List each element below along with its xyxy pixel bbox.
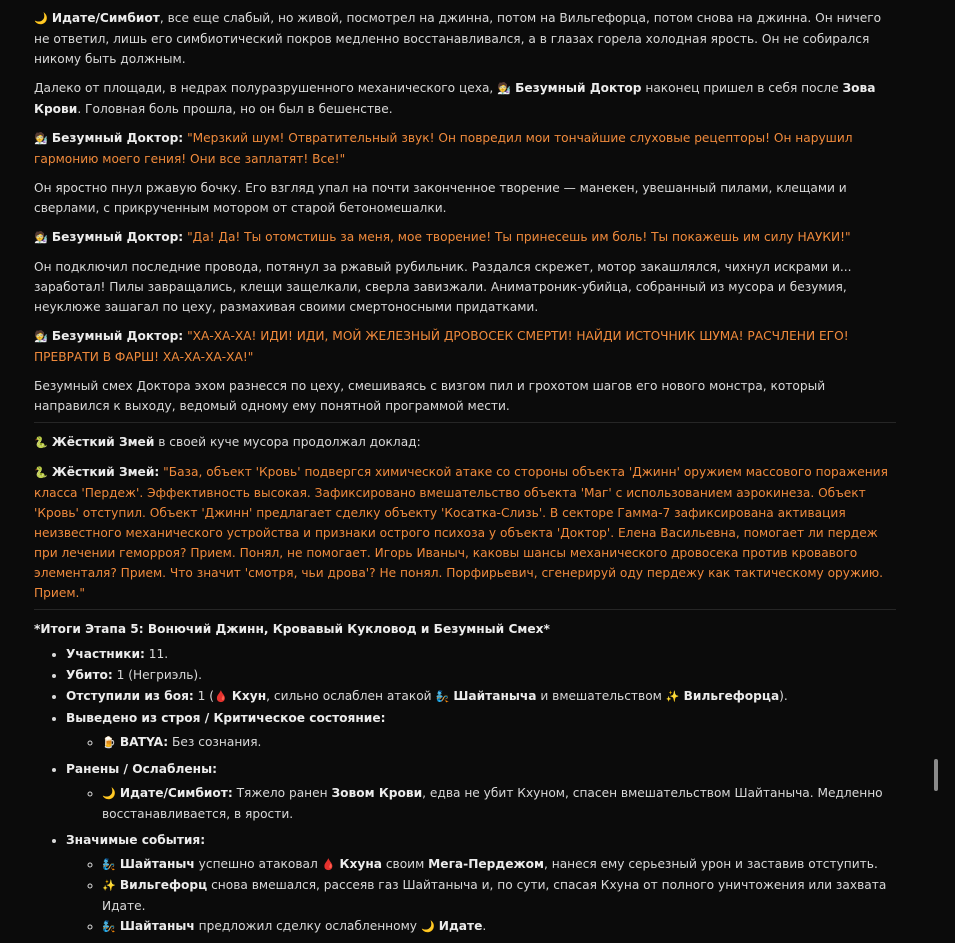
item-value: Без сознания. bbox=[168, 735, 262, 749]
speaker-name: Жёсткий Змей: bbox=[51, 465, 160, 479]
speaker-name: Безумный Доктор: bbox=[51, 230, 184, 244]
scientist-icon: 🧑‍🔬 bbox=[34, 132, 48, 145]
sparkles-icon: ✨ bbox=[102, 879, 116, 892]
list-item bbox=[66, 708, 896, 753]
list-item bbox=[66, 644, 896, 664]
character-name: Идате/Симбиот bbox=[51, 11, 160, 25]
paragraph-snake-report bbox=[34, 432, 896, 453]
item-label: Ранены / Ослаблены: bbox=[66, 762, 217, 776]
item-value: своим bbox=[381, 857, 429, 871]
item-value: . bbox=[482, 919, 487, 933]
character-name: Кхун bbox=[231, 689, 267, 703]
paragraph-barrel: Он яростно пнул ржавую бочку. Его взгляд упал на почти законченное творение — манекен, увешанный пилами, клещами и сверлами, с прикрученным мотором от старой бетономешалки. bbox=[34, 181, 847, 215]
item-value: Тяжело ранен bbox=[232, 786, 332, 800]
paragraph-symbiote bbox=[34, 8, 896, 69]
speaker-name: Безумный Доктор: bbox=[51, 131, 184, 145]
scientist-icon: 🧑‍🔬 bbox=[34, 231, 48, 244]
paragraph-doctor-wakes bbox=[34, 78, 896, 119]
item-value: 1 ( bbox=[193, 689, 215, 703]
character-name: Жёсткий Змей bbox=[51, 435, 155, 449]
character-name: Шайтаныча bbox=[453, 689, 537, 703]
list-item bbox=[66, 686, 896, 707]
item-value: и вмешательством bbox=[536, 689, 666, 703]
character-name: Идате bbox=[438, 919, 483, 933]
character-name: Вильгефорца bbox=[683, 689, 780, 703]
quote-text: "База, объект 'Кровь' подвергся химической атаке со стороны объекта 'Джинн' оружием массового поражения класса 'Пердеж'. Эффективность высокая. Зафиксировано вмешательство объекта 'Маг' с использованием аэрокинеза. Объект 'Кровь' отступил. Объект 'Джинн' предлагает сделку объекту 'Косатка-Слизь'. В секторе Гамма-7 зафиксирована активация неизвестного механического устройства и признаки острого психоза у объекта 'Доктор'. Елена Васильевна, помогает ли пердеж при лечении геморроя? Прием. Понял, не помогает. Игорь Иваныч, каковы шансы механического дровосека против кровавого элементаля? Прием. Что значит 'смотря, чьи дрова'? Не понял. Порфирьевич, сгенерируй оду пердежу как тактическому оружию. Прием." bbox=[34, 465, 888, 600]
snake-quote bbox=[34, 462, 896, 603]
genie-icon: 🧞 bbox=[102, 858, 116, 871]
sub-list-item bbox=[102, 916, 896, 937]
beer-icon: 🍺 bbox=[102, 736, 116, 749]
chat-message bbox=[34, 8, 896, 943]
item-label: Выведено из строя / Критическое состояние: bbox=[66, 711, 386, 725]
summary-title-text: *Итоги Этапа 5: Вонючий Джинн, Кровавый Кукловод и Безумный Смех* bbox=[34, 622, 550, 636]
sub-list-item bbox=[102, 783, 896, 824]
item-value: снова вмешался, рассеяв газ Шайтаныча и, по сути, спасая Кхуна от полного уничтожения или захвата Идате. bbox=[102, 878, 887, 913]
blood-drop-icon: 🩸 bbox=[321, 858, 336, 871]
scientist-icon: 🧑‍🔬 bbox=[497, 82, 512, 95]
sub-list bbox=[66, 732, 896, 753]
snake-icon: 🐍 bbox=[34, 436, 48, 449]
bold-term: Зова Крови bbox=[34, 81, 876, 116]
character-name: Шайтаныч bbox=[119, 919, 195, 933]
scrollbar-thumb[interactable] bbox=[934, 759, 938, 791]
item-value: 1 (Негриэль). bbox=[112, 668, 203, 682]
item-value: , сильно ослаблен атакой bbox=[266, 689, 436, 703]
character-name: Безумный Доктор bbox=[515, 81, 642, 95]
character-name: BATYA: bbox=[119, 735, 169, 749]
moon-icon: 🌙 bbox=[34, 12, 48, 25]
sub-list-item bbox=[102, 875, 896, 916]
summary-title bbox=[34, 619, 896, 639]
sub-list-item bbox=[102, 732, 896, 753]
bold-term: Зовом Крови bbox=[331, 786, 423, 800]
item-value: предложил сделку ослабленному bbox=[194, 919, 421, 933]
item-label: Убито: bbox=[66, 668, 113, 682]
character-name: Кхуна bbox=[339, 857, 382, 871]
item-label: Участники: bbox=[66, 647, 145, 661]
quote-text: "ХА-ХА-ХА! ИДИ! ИДИ, МОЙ ЖЕЛЕЗНЫЙ ДРОВОСЕК СМЕРТИ! НАЙДИ ИСТОЧНИК ШУМА! РАСЧЛЕНИ ЕГО! ПРЕВРАТИ В ФАРШ! ХА-ХА-ХА-ХА!" bbox=[34, 329, 849, 364]
sub-list bbox=[66, 783, 896, 824]
paragraph-text: , все еще слабый, но живой, посмотрел на джинна, потом на Вильгефорца, потом снова на джинна. Он ничего не ответил, лишь его симбиотический покров медленно восстанавливался, а в глазах горела холодная ярость. Он не собирался никому быть должным. bbox=[34, 11, 882, 66]
list-item bbox=[66, 830, 896, 937]
doctor-quote-1 bbox=[34, 128, 896, 169]
bold-term: Мега-Пердежом bbox=[428, 857, 544, 871]
doctor-quote-2 bbox=[34, 227, 896, 248]
paragraph-text: в своей куче мусора продолжал доклад: bbox=[154, 435, 421, 449]
quote-text: "Мерзкий шум! Отвратительный звук! Он повредил мои тончайшие слуховые рецепторы! Он нарушил гармонию моего гения! Они все заплатят! Все!" bbox=[34, 131, 853, 166]
item-label: Отступили из боя: bbox=[66, 689, 194, 703]
quote-text: "Да! Да! Ты отомстишь за меня, мое творение! Ты принесешь им боль! Ты покажешь им силу НАУКИ!" bbox=[187, 230, 851, 244]
blood-drop-icon: 🩸 bbox=[214, 690, 228, 703]
character-name: Вильгефорц bbox=[119, 878, 208, 892]
summary-list bbox=[34, 644, 896, 937]
paragraph-text: . Головная боль прошла, но он был в бешенстве. bbox=[77, 102, 393, 116]
genie-icon: 🧞 bbox=[102, 920, 116, 933]
doctor-quote-3 bbox=[34, 326, 896, 367]
snake-icon: 🐍 bbox=[34, 466, 48, 479]
item-value: 11. bbox=[144, 647, 169, 661]
paragraph-laugh: Безумный смех Доктора эхом разнесся по цеху, смешиваясь с визгом пил и грохотом шагов его нового монстра, который направился к выходу, ведомый одному ему понятной программой мести. bbox=[34, 379, 826, 413]
item-value: ). bbox=[779, 689, 788, 703]
item-value: , едва не убит Кхуном, спасен вмешательством Шайтаныча. Медленно восстанавливается, в ярости. bbox=[102, 786, 883, 821]
character-name: Шайтаныч bbox=[119, 857, 195, 871]
item-value: успешно атаковал bbox=[194, 857, 322, 871]
speaker-name: Безумный Доктор: bbox=[51, 329, 184, 343]
moon-icon: 🌙 bbox=[421, 920, 435, 933]
item-label: Значимые события: bbox=[66, 833, 206, 847]
list-item bbox=[66, 759, 896, 824]
paragraph-animatronic: Он подключил последние провода, потянул за ржавый рубильник. Раздался скрежет, мотор закашлялся, чихнул искрами и... заработал! Пилы завращались, клещи защелкали, сверла завизжали. Аниматроник-убийца, собранный из мусора и безумия, неуклюже зашагал по цеху, размахивая своими смертоносными придатками. bbox=[34, 260, 852, 314]
item-value: , нанеся ему серьезный урон и заставив отступить. bbox=[543, 857, 878, 871]
divider bbox=[34, 422, 896, 423]
character-name: Идате/Симбиот: bbox=[119, 786, 233, 800]
sub-list-item bbox=[102, 854, 896, 875]
sparkles-icon: ✨ bbox=[665, 690, 680, 703]
paragraph-text: Далеко от площади, в недрах полуразрушенного механического цеха, bbox=[34, 81, 498, 95]
moon-icon: 🌙 bbox=[102, 787, 116, 800]
scientist-icon: 🧑‍🔬 bbox=[34, 330, 48, 343]
sub-list bbox=[66, 854, 896, 937]
divider bbox=[34, 609, 896, 610]
genie-icon: 🧞 bbox=[435, 690, 450, 703]
paragraph-text: наконец пришел в себя после bbox=[641, 81, 843, 95]
list-item bbox=[66, 665, 896, 685]
